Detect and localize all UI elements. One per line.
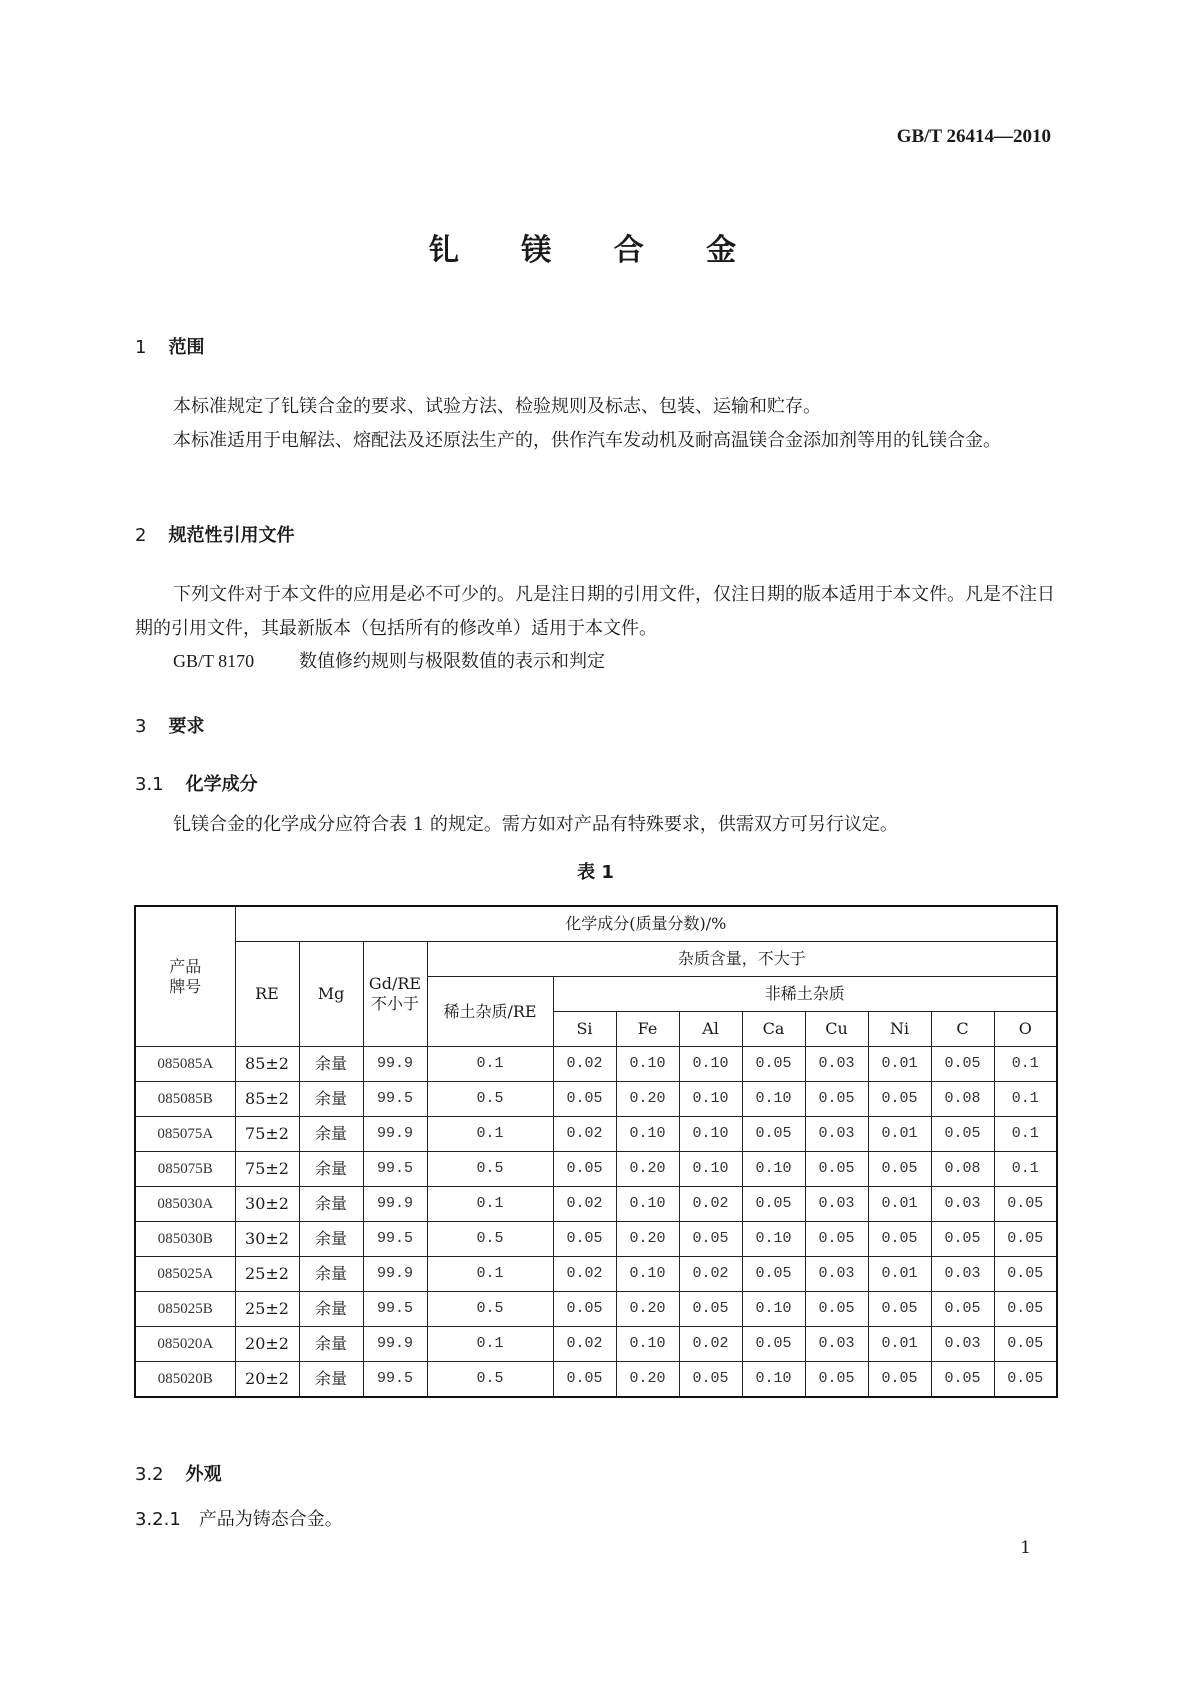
table-cell: 0.10	[616, 1117, 679, 1152]
element-header: Ni	[868, 1012, 931, 1047]
table-cell: 99.9	[363, 1327, 427, 1362]
product-header: 产品 牌号	[135, 906, 235, 1047]
reference-title: 数值修约规则与极限数值的表示和判定	[299, 651, 605, 672]
element-header: Cu	[805, 1012, 868, 1047]
element-header: C	[931, 1012, 994, 1047]
table-cell: 0.5	[427, 1292, 553, 1327]
table-cell: 0.05	[931, 1292, 994, 1327]
table-cell: 75±2	[235, 1117, 299, 1152]
table-head	[135, 906, 1057, 1047]
non-re-impurity-header: 非稀土杂质	[553, 977, 1057, 1012]
table-cell: 余量	[299, 1292, 363, 1327]
table-cell: 0.05	[679, 1362, 742, 1398]
table-cell: 0.20	[616, 1152, 679, 1187]
composition-table	[134, 905, 1058, 1398]
clause-text: 产品为铸态合金。	[198, 1509, 343, 1530]
section-number: 2	[135, 525, 147, 546]
gd-re-header: Gd/RE 不小于	[363, 942, 427, 1047]
table-cell: 0.02	[553, 1327, 616, 1362]
table-cell: 0.05	[742, 1187, 805, 1222]
table-cell: 0.03	[805, 1117, 868, 1152]
table-cell: 0.02	[553, 1257, 616, 1292]
element-header: Ca	[742, 1012, 805, 1047]
product-code-cell: 085075B	[135, 1152, 235, 1187]
table-body	[135, 1047, 1057, 1398]
product-code-cell: 085075A	[135, 1117, 235, 1152]
table-cell: 0.03	[805, 1327, 868, 1362]
table-row	[135, 1362, 1057, 1398]
product-code-cell: 085030B	[135, 1222, 235, 1257]
section-title: 范围	[168, 337, 205, 358]
element-header: Fe	[616, 1012, 679, 1047]
table-cell: 0.02	[553, 1047, 616, 1082]
table-cell: 0.01	[868, 1117, 931, 1152]
table-cell: 30±2	[235, 1222, 299, 1257]
table-cell: 0.05	[868, 1152, 931, 1187]
table-cell: 0.05	[553, 1152, 616, 1187]
table-cell: 0.05	[742, 1257, 805, 1292]
table-cell: 0.5	[427, 1082, 553, 1117]
table-cell: 0.1	[427, 1257, 553, 1292]
table-cell: 0.05	[805, 1292, 868, 1327]
table-cell: 99.9	[363, 1187, 427, 1222]
table-cell: 20±2	[235, 1327, 299, 1362]
table-cell: 0.10	[679, 1047, 742, 1082]
product-code-cell: 085030A	[135, 1187, 235, 1222]
table-cell: 0.1	[427, 1117, 553, 1152]
table-row	[135, 1082, 1057, 1117]
table-cell: 0.05	[868, 1222, 931, 1257]
table-cell: 0.10	[616, 1257, 679, 1292]
table-cell: 99.5	[363, 1222, 427, 1257]
table-cell: 0.05	[868, 1082, 931, 1117]
table-cell: 0.05	[931, 1222, 994, 1257]
table-cell: 99.5	[363, 1152, 427, 1187]
table-cell: 99.5	[363, 1362, 427, 1398]
table-cell: 0.05	[679, 1222, 742, 1257]
table-caption: 表 1	[577, 862, 614, 883]
table-cell: 0.1	[427, 1187, 553, 1222]
document-title: 钆 镁 合 金	[428, 233, 763, 268]
table-cell: 99.9	[363, 1257, 427, 1292]
table-cell: 0.20	[616, 1222, 679, 1257]
table-cell: 0.08	[931, 1082, 994, 1117]
table-cell: 余量	[299, 1222, 363, 1257]
element-header: Si	[553, 1012, 616, 1047]
scope-paragraph-2: 本标准适用于电解法、熔配法及还原法生产的，供作汽车发动机及耐高温镁合金添加剂等用的钆镁合金。	[173, 430, 1001, 451]
normative-reference	[173, 647, 605, 673]
reference-code: GB/T 8170	[173, 651, 255, 671]
table-cell: 0.01	[868, 1187, 931, 1222]
table-cell: 0.05	[931, 1047, 994, 1082]
table-cell: 0.10	[679, 1082, 742, 1117]
table-cell: 0.05	[994, 1187, 1057, 1222]
impurity-header: 杂质含量，不大于	[427, 942, 1057, 977]
product-code-cell: 085020A	[135, 1327, 235, 1362]
table-cell: 85±2	[235, 1082, 299, 1117]
table-cell: 0.5	[427, 1362, 553, 1398]
table-cell: 25±2	[235, 1292, 299, 1327]
table-cell: 99.5	[363, 1292, 427, 1327]
product-code-cell: 085085A	[135, 1047, 235, 1082]
table-cell: 0.05	[805, 1082, 868, 1117]
table-cell: 0.10	[742, 1082, 805, 1117]
table-cell: 0.10	[679, 1117, 742, 1152]
section-number: 3.1	[135, 774, 164, 795]
table-cell: 0.02	[679, 1327, 742, 1362]
table-cell: 0.05	[994, 1257, 1057, 1292]
table-cell: 0.02	[553, 1187, 616, 1222]
table-cell: 0.05	[994, 1222, 1057, 1257]
table-cell: 余量	[299, 1257, 363, 1292]
table-row	[135, 1152, 1057, 1187]
product-code-cell: 085025A	[135, 1257, 235, 1292]
table-cell: 0.05	[805, 1152, 868, 1187]
table-cell: 99.9	[363, 1117, 427, 1152]
table-cell: 0.05	[868, 1292, 931, 1327]
table-cell: 0.02	[679, 1257, 742, 1292]
table-cell: 0.05	[679, 1292, 742, 1327]
table-cell: 0.05	[553, 1362, 616, 1398]
table-cell: 0.1	[994, 1047, 1057, 1082]
table-row	[135, 1257, 1057, 1292]
section-title: 外观	[185, 1464, 222, 1485]
table-cell: 0.10	[742, 1152, 805, 1187]
element-header: Al	[679, 1012, 742, 1047]
table-cell: 0.01	[868, 1047, 931, 1082]
table-cell: 0.10	[742, 1362, 805, 1398]
table-cell: 0.1	[427, 1327, 553, 1362]
section-number: 1	[135, 337, 147, 358]
table-cell: 0.03	[931, 1257, 994, 1292]
table-cell: 75±2	[235, 1152, 299, 1187]
table-cell: 余量	[299, 1362, 363, 1398]
standard-number: GB/T 26414—2010	[896, 126, 1051, 147]
table-cell: 0.20	[616, 1082, 679, 1117]
table-cell: 0.02	[679, 1187, 742, 1222]
section-3-2-heading	[135, 1460, 222, 1486]
table-row	[135, 1327, 1057, 1362]
table-cell: 0.1	[994, 1117, 1057, 1152]
table-cell: 30±2	[235, 1187, 299, 1222]
table-row	[135, 1222, 1057, 1257]
table-cell: 0.03	[931, 1327, 994, 1362]
scope-paragraph-1: 本标准规定了钆镁合金的要求、试验方法、检验规则及标志、包装、运输和贮存。	[173, 396, 821, 417]
section-title: 要求	[168, 716, 205, 737]
table-cell: 0.05	[805, 1362, 868, 1398]
product-code-cell: 085020B	[135, 1362, 235, 1398]
section-title: 化学成分	[185, 774, 258, 795]
table-cell: 0.01	[868, 1257, 931, 1292]
table-cell: 0.10	[679, 1152, 742, 1187]
clause-number: 3.2.1	[135, 1509, 181, 1530]
table-cell: 0.05	[994, 1362, 1057, 1398]
section-title: 规范性引用文件	[168, 525, 295, 546]
table-cell: 余量	[299, 1047, 363, 1082]
table-cell: 0.05	[931, 1362, 994, 1398]
table-cell: 0.03	[805, 1257, 868, 1292]
table-cell: 85±2	[235, 1047, 299, 1082]
re-header: RE	[235, 942, 299, 1047]
table-cell: 余量	[299, 1152, 363, 1187]
table-cell: 0.05	[994, 1327, 1057, 1362]
table-cell: 0.05	[805, 1222, 868, 1257]
table-cell: 0.1	[994, 1152, 1057, 1187]
table-cell: 余量	[299, 1082, 363, 1117]
table-cell: 0.05	[931, 1117, 994, 1152]
table-cell: 0.03	[805, 1187, 868, 1222]
table-cell: 0.5	[427, 1222, 553, 1257]
table-cell: 余量	[299, 1327, 363, 1362]
table-cell: 余量	[299, 1117, 363, 1152]
table-cell: 0.5	[427, 1152, 553, 1187]
table-cell: 0.10	[742, 1222, 805, 1257]
table-cell: 余量	[299, 1187, 363, 1222]
section-number: 3.2	[135, 1464, 164, 1485]
table-cell: 0.08	[931, 1152, 994, 1187]
table-cell: 0.20	[616, 1292, 679, 1327]
table-cell: 0.10	[616, 1187, 679, 1222]
table-cell: 0.20	[616, 1362, 679, 1398]
table-cell: 0.05	[742, 1047, 805, 1082]
table-cell: 0.05	[742, 1117, 805, 1152]
section-2-heading	[135, 521, 294, 547]
table-cell: 0.1	[994, 1082, 1057, 1117]
table-row	[135, 1117, 1057, 1152]
mg-header: Mg	[299, 942, 363, 1047]
chemical-composition-paragraph: 钆镁合金的化学成分应符合表 1 的规定。需方如对产品有特殊要求，供需双方可另行议定。	[173, 814, 898, 835]
table-row	[135, 1187, 1057, 1222]
section-3-1-heading	[135, 770, 258, 796]
table-cell: 0.05	[994, 1292, 1057, 1327]
table-cell: 0.1	[427, 1047, 553, 1082]
table-cell: 0.01	[868, 1327, 931, 1362]
table-cell: 99.5	[363, 1082, 427, 1117]
section-1-heading	[135, 333, 204, 359]
table-cell: 0.05	[868, 1362, 931, 1398]
table-cell: 0.10	[742, 1292, 805, 1327]
table-cell: 20±2	[235, 1362, 299, 1398]
section-number: 3	[135, 716, 147, 737]
table-cell: 0.05	[553, 1292, 616, 1327]
product-code-cell: 085025B	[135, 1292, 235, 1327]
table-cell: 0.03	[805, 1047, 868, 1082]
product-code-cell: 085085B	[135, 1082, 235, 1117]
element-header: O	[994, 1012, 1057, 1047]
table-cell: 0.05	[553, 1222, 616, 1257]
table-cell: 0.10	[616, 1327, 679, 1362]
section-3-heading	[135, 712, 204, 738]
table-cell: 0.10	[616, 1047, 679, 1082]
clause-3-2-1	[135, 1505, 343, 1531]
table-cell: 0.03	[931, 1187, 994, 1222]
table-cell: 25±2	[235, 1257, 299, 1292]
composition-header: 化学成分(质量分数)/%	[235, 906, 1057, 942]
normative-refs-paragraph: 下列文件对于本文件的应用是必不可少的。凡是注日期的引用文件，仅注日期的版本适用于本文件。凡是不注日期的引用文件，其最新版本（包括所有的修改单）适用于本文件。	[135, 584, 1055, 639]
table-row	[135, 1047, 1057, 1082]
table-row	[135, 1292, 1057, 1327]
re-impurity-header: 稀土杂质/RE	[427, 977, 553, 1047]
table-cell: 0.02	[553, 1117, 616, 1152]
table-cell: 0.05	[742, 1327, 805, 1362]
page-number: 1	[1020, 1538, 1031, 1558]
table-cell: 0.05	[553, 1082, 616, 1117]
table-cell: 99.9	[363, 1047, 427, 1082]
